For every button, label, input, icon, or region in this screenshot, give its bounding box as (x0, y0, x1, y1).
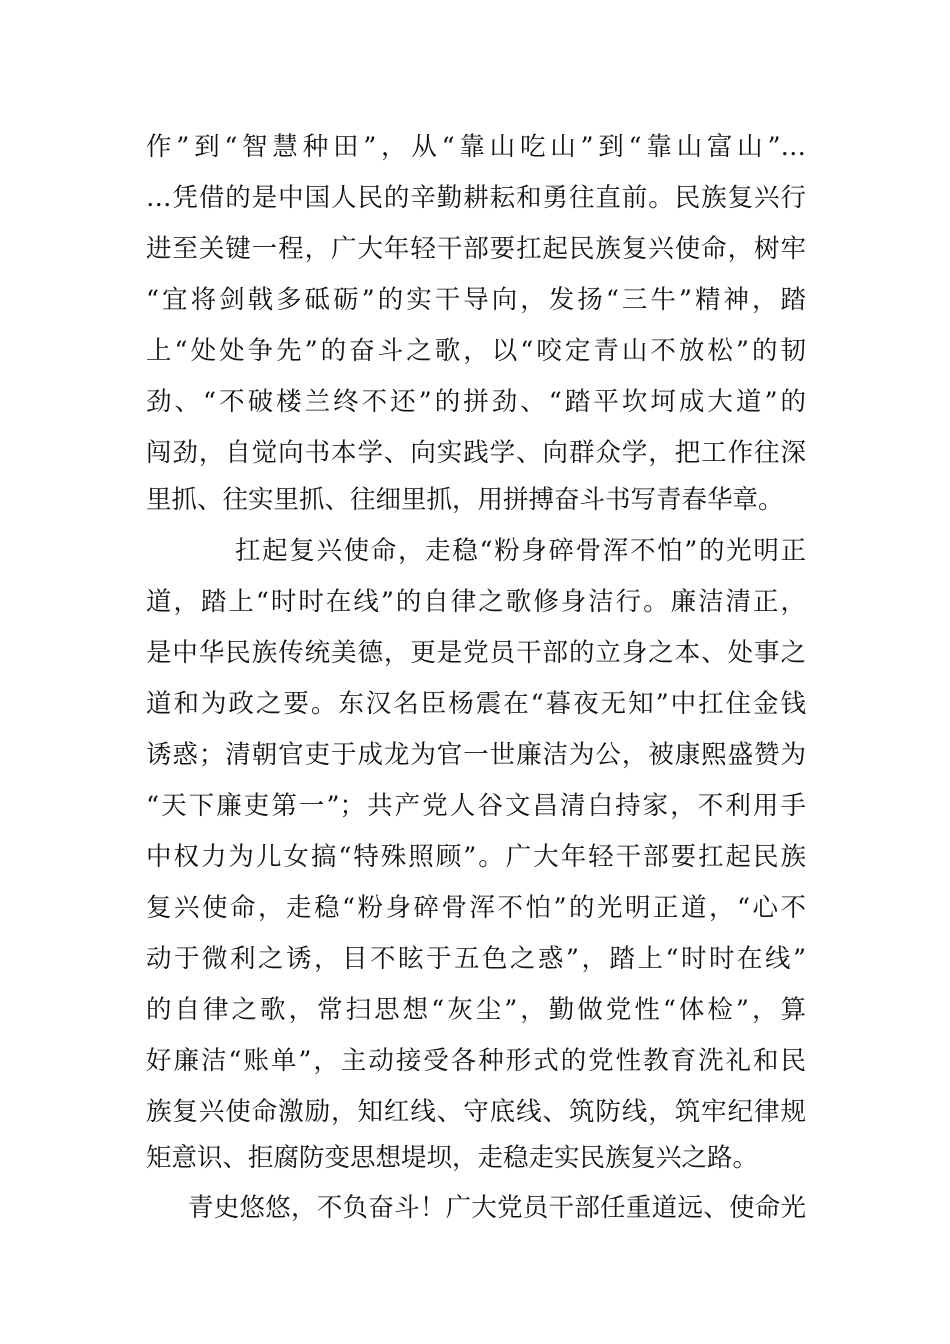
text-line: 好廉洁“账单”，主动接受各种形式的党性教育洗礼和民 (146, 1046, 806, 1076)
text-line: 是中华民族传统美德，更是党员干部的立身之本、处事之 (146, 638, 806, 668)
text-line: …凭借的是中国人民的辛勤耕耘和勇往直前。民族复兴行 (146, 183, 806, 213)
text-line: 族复兴使命激励，知红线、守底线、筑防线，筑牢纪律规 (146, 1097, 806, 1127)
text-line: 矩意识、拒腐防变思想堤坝，走稳走实民族复兴之路。 (146, 1143, 759, 1173)
text-line: 诱惑；清朝官吏于成龙为官一世廉洁为公，被康熙盛赞为 (146, 740, 806, 770)
text-line: 道，踏上“时时在线”的自律之歌修身洁行。廉洁清正， (146, 587, 806, 617)
text-line: 上“处处争先”的奋斗之歌，以“咬定青山不放松”的韧 (146, 336, 806, 366)
text-line: 里抓、往实里抓、往细里抓，用拼搏奋斗书写青春华章。 (146, 485, 784, 515)
text-line: “宜将剑戟多砥砺”的实干导向，发扬“三牛”精神，踏 (146, 285, 806, 315)
text-line: “天下廉吏第一”；共产党人谷文昌清白持家，不利用手 (146, 791, 806, 821)
text-line: 作”到“智慧种田”，从“靠山吃山”到“靠山富山”… (146, 132, 806, 162)
text-line: 复兴使命，走稳“粉身碎骨浑不怕”的光明正道，“心不 (146, 893, 806, 923)
text-line: 中权力为儿女搞“特殊照顾”。广大年轻干部要扛起民族 (146, 842, 806, 872)
paragraph-first-line: 扛起复兴使命，走稳“粉身碎骨浑不怕”的光明正 (235, 536, 806, 566)
text-line: 劲、“不破楼兰终不还”的拼劲、“踏平坎坷成大道”的 (146, 387, 806, 417)
text-line: 动于微利之诱，目不眩于五色之惑”，踏上“时时在线” (146, 944, 806, 974)
paragraph-first-line: 青史悠悠，不负奋斗！广大党员干部任重道远、使命光 (188, 1193, 806, 1223)
text-line: 闯劲，自觉向书本学、向实践学、向群众学，把工作往深 (146, 438, 806, 468)
text-line: 道和为政之要。东汉名臣杨震在“暮夜无知”中扛住金钱 (146, 689, 806, 719)
text-line: 的自律之歌，常扫思想“灰尘”，勤做党性“体检”，算 (146, 995, 806, 1025)
text-line: 进至关键一程，广大年轻干部要扛起民族复兴使命，树牢 (146, 234, 806, 264)
